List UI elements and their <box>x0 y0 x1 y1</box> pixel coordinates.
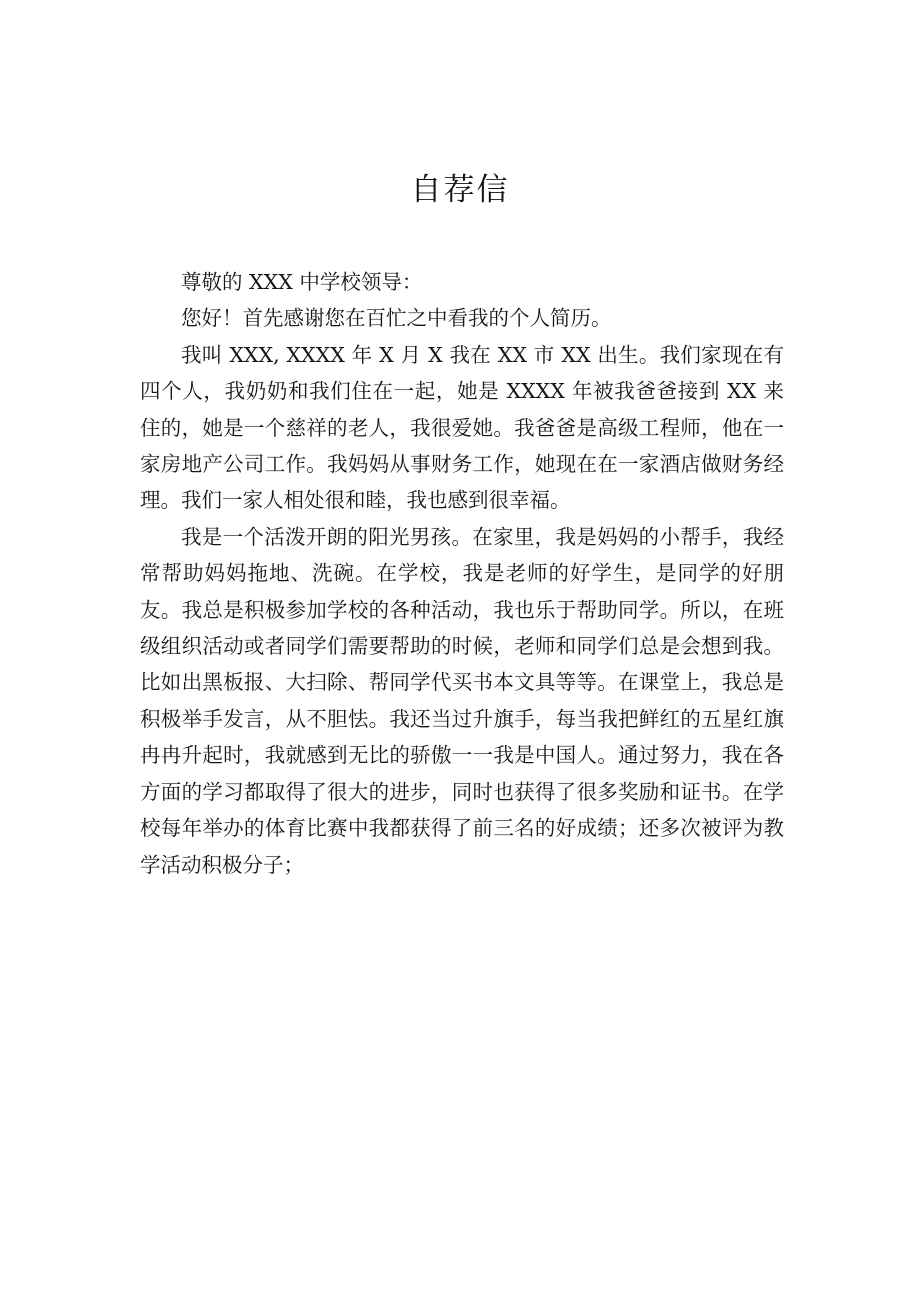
letter-body <box>140 264 784 883</box>
greeting-paragraph: 您好！首先感谢您在百忙之中看我的个人简历。 <box>181 306 612 331</box>
salutation: 尊敬的 XXX 中学校领导： <box>181 270 423 294</box>
paragraph-personality: 我是一个活泼开朗的阳光男孩。在家里，我是妈妈的小帮手，我经常帮助妈妈拖地、洗碗。在学校，我是老师的好学生，是同学的好朋友。我总是积极参加学校的各种活动，我也乐于帮助同学。所以，在班级组织活动或者同学们需要帮助的时候，老师和同学们总是会想到我。比如出黑板报、大扫除、帮同学代买书本文具等等。在课堂上，我总是积极举手发言，从不胆怯。我还当过升旗手，每当我把鲜红的五星红旗冉冉升起时，我就感到无比的骄傲一一我是中国人。通过努力，我在各方面的学习都取得了很大的进步，同时也获得了很多奖励和证书。在学校每年举办的体育比赛中我都获得了前三名的好成绩；还多次被评为教学活动积极分子； <box>140 524 784 877</box>
paragraph-family: 我叫 XXX, XXXX 年 X 月 X 我在 XX 市 XX 出生。我们家现在有四个人，我奶奶和我们住在一起，她是 XXXX 年被我爸爸接到 XX 来住的，她是一个慈祥的老人，我很爱她。我爸爸是高级工程师，他在一家房地产公司工作。我妈妈从事财务工作，她现在在一家酒店做财务经理。我们一家人相处很和睦，我也感到很幸福。 <box>140 342 784 513</box>
document-title: 自荐信 <box>410 172 510 208</box>
